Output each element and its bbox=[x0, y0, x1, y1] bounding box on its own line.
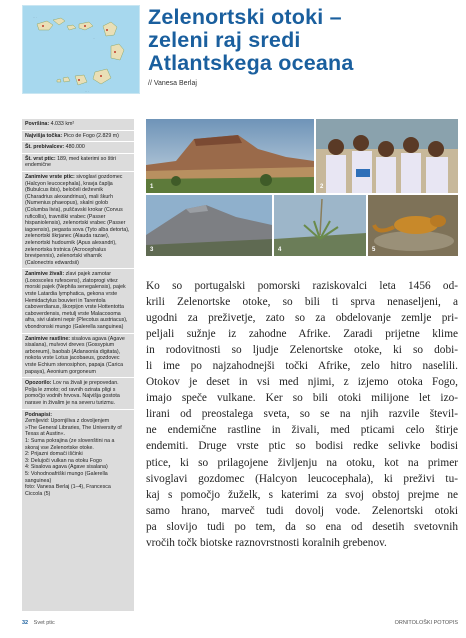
caption-line: 2: Prijazni domači iščinki bbox=[25, 451, 83, 458]
body-line: endemiti. Druge vrste ptic so bodisi redke selivke bodisi bbox=[146, 440, 458, 453]
body-line: sivoglavi gozdomec (Halcyon leucocephala), ki preživi tu- bbox=[146, 472, 458, 485]
photo-children bbox=[316, 119, 458, 193]
fact-value: Lov na živali je prepovedan. Polja le zmoto; od ravnih ozirata pligi s pomočjo vodnih hrvova. Najvišja gostota narave in živalim je na severu turizmu. bbox=[25, 380, 120, 406]
svg-text:· ·: · · bbox=[93, 37, 96, 40]
caption-line: Ciccola (5) bbox=[25, 490, 51, 497]
body-line: samo hrano, marveč tudi dovolj vode. Zelenortski otoki bbox=[146, 504, 458, 517]
caption-line: 4: Sisalova agava (Agave sisalana) bbox=[25, 464, 108, 471]
body-line: ugodni za preživetje, zato so za obdelovanje zemlje pri- bbox=[146, 312, 458, 325]
fact-label: Najvišja točka: bbox=[25, 132, 63, 139]
photo-volcano bbox=[146, 195, 272, 256]
photo-collage bbox=[146, 119, 458, 256]
body-line: imajo speče vulkane. Ker so bili otoki milijone let izo- bbox=[146, 392, 458, 405]
fact-warning bbox=[22, 378, 134, 409]
fact-label: Zanimive vrste ptic: bbox=[25, 173, 75, 180]
body-line: krili Zelenortske otoke, so bili ti sprva nenaseljeni, a bbox=[146, 296, 458, 309]
fact-label: Zanimive živali: bbox=[25, 271, 65, 278]
fact-value: sivoglavi gozdomec (Halcyon leucocephala), kravja čaplja (Bubulcus ibis), beločeli deževnik (Charadrius alexandrinus), mali škurh (Numenius phaeopus), skalni golob (Columba livia), puščavski krokar (Corvus ruficollis), travniški vrabec (Passer hispaniolensis), zelenortski vrabec (Passer iagoensis), pegasta sova (Tyto alba detorta), zelenortski škrjanec (Alauda razae), zelenortski hudournik (Apus alexandri), zelenortska trstnica (Acrocephalus brevipennis), zelenortski viharnik (Calonectris edwardsii) bbox=[25, 173, 130, 266]
fact-label: Površina: bbox=[25, 121, 50, 127]
fact-label: Zanimive rastline: bbox=[25, 335, 71, 342]
photo-landscape-mesa bbox=[146, 119, 314, 193]
photo-number: 1 bbox=[150, 184, 154, 190]
author-byline: // Vanesa Berlaj bbox=[148, 80, 197, 87]
photo-number: 3 bbox=[150, 247, 154, 253]
body-line: in rodovitnosti so ljudje Zelenortske otoke, ki so dobi- bbox=[146, 344, 458, 357]
caption-line: skoraj vse Zelenortske otoke. bbox=[25, 444, 94, 451]
fact-label: Št. prebivalcev: bbox=[25, 144, 65, 151]
captions-block bbox=[22, 410, 134, 500]
body-line: peljali sužnje iz zahodne Afrike. Zaradi prijetne klime bbox=[146, 328, 458, 341]
title-line: Atlantskega oceana bbox=[148, 51, 354, 75]
fact-value: zlavi pajek zamotar (Loxosceles rufescens), zlatoprogi vitez morski pajek (Nephila senegalensis), pajek vrste Latardia lymphatica, gekona vrste Hemidactylus bouvieri in Tarentola caboverdianus, škorpijon vrste Hottentotta caboverdensis, metulj vrste Malacosoma afra, sivi ulateni nepir (Plecotus austriacus), vbondronski mungo (Galerella sanguinea) bbox=[25, 271, 128, 331]
fact-notable-plants bbox=[22, 334, 134, 379]
caption-line: »The General Libraries, The University of bbox=[25, 424, 122, 431]
cape-verde-map bbox=[22, 5, 140, 94]
fact-value: 4.033 km² bbox=[50, 121, 75, 127]
photo-number: 5 bbox=[372, 247, 376, 253]
fact-population bbox=[22, 142, 134, 154]
footer-left bbox=[22, 620, 55, 626]
title-line: Zelenortski otoki – bbox=[148, 5, 342, 29]
section-name: ORNITOLOŠKI POTOPIS bbox=[394, 620, 458, 626]
fact-value: 480.000 bbox=[65, 144, 85, 151]
article-body bbox=[146, 278, 458, 551]
photo-mongoose bbox=[368, 195, 458, 256]
svg-text:· · ·: · · · bbox=[85, 90, 89, 93]
caption-line: Zemljevid: Upornjiliva z dovoljenjem bbox=[25, 418, 110, 425]
svg-text:· · ·: · · · bbox=[33, 16, 37, 19]
title-line: zeleni raj sredi bbox=[148, 28, 301, 52]
caption-line: foto: Vanesa Berlaj (1–4), Francesca bbox=[25, 484, 111, 491]
fact-highest-point bbox=[22, 131, 134, 143]
fact-value: 189, med katerimi so štiri endemične bbox=[25, 155, 116, 169]
fact-value: Pico de Fogo (2.829 m) bbox=[63, 132, 119, 139]
fact-bird-species-count bbox=[22, 154, 134, 172]
caption-line: 3: Delujoči vulkan na otoku Fogo bbox=[25, 457, 102, 464]
caption-line: Texas at Austin«. bbox=[25, 431, 66, 438]
fact-label: Št. vrst ptic: bbox=[25, 155, 56, 162]
captions-label: Podnapisi: bbox=[25, 411, 53, 418]
page-footer bbox=[22, 620, 458, 632]
body-line: ptice, ki so prilagojene življenju na otoku, kot na primer bbox=[146, 456, 458, 469]
article-title bbox=[148, 6, 458, 75]
body-line: kaj s pomočjo žuželk, s katerimi za svoj obstoj prejme ne bbox=[146, 488, 458, 501]
fact-value: sisalova agava (Agave sisalana), mulvovi dreves (Gossypium arboreum), baobab (Adansonia digitata), nokota vrste Lotus jacobaeus, gozdovec vrste Echium stenosiphon, papaja (Carica papaya), Aeonium gorgoneum bbox=[25, 335, 125, 375]
page-number: 32 bbox=[22, 620, 29, 626]
fact-notable-animals bbox=[22, 269, 134, 333]
body-line: Otokov je deset in vsi med njimi, z izjemo otoka Fogo, bbox=[146, 376, 458, 389]
photo-number: 2 bbox=[320, 184, 324, 190]
fact-notable-birds bbox=[22, 172, 134, 269]
body-line: li ime po najzahodnejši točki Afrike, zelo hitro naselili. bbox=[146, 360, 458, 373]
fact-label: Opozorilo: bbox=[25, 380, 52, 387]
body-line: Ko so portugalski pomorski raziskovalci leta 1456 od- bbox=[146, 280, 458, 292]
body-line: lirani od preostalega sveta, so se na njih razvile števil- bbox=[146, 408, 458, 421]
caption-line: 5: Vohodnoafriški mungo (Galerella bbox=[25, 470, 108, 477]
body-line: ne endemične rastline in živali, med pticami celo štirje bbox=[146, 424, 458, 437]
caption-line: sanguinea) bbox=[25, 477, 52, 484]
magazine-name: Svet ptic bbox=[33, 620, 55, 626]
photo-agave bbox=[274, 195, 366, 256]
photo-number: 4 bbox=[278, 247, 282, 253]
body-line: pa slovijo tudi po tem, da so ena od desetih svetovnih bbox=[146, 520, 458, 533]
caption-line: 1: Suma pokrajina (ze slovenštini na a bbox=[25, 437, 115, 444]
fact-area bbox=[22, 119, 134, 131]
body-line: vročih točk biotske raznovrstnosti koralnih grebenov. bbox=[146, 536, 387, 549]
map-graphic bbox=[23, 6, 140, 94]
facts-sidebar bbox=[22, 119, 134, 611]
